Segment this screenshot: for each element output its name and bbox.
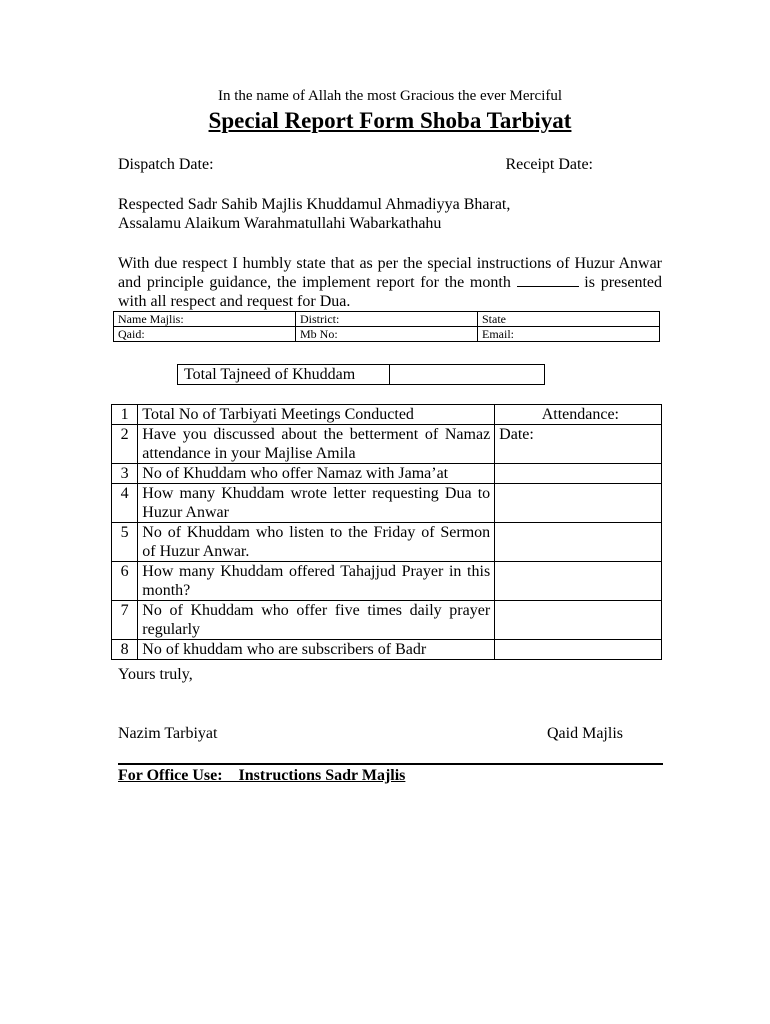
intro-text-after: is presented with all respect and request for Dua. [118, 274, 663, 310]
tajneed-value-field[interactable] [390, 364, 545, 385]
answer-cell[interactable] [495, 405, 662, 425]
table-row [112, 523, 662, 562]
answer-cell[interactable] [495, 523, 662, 562]
question-text: Have you discussed about the betterment of Namaz attendance in your Majlise Amila [138, 425, 495, 464]
nazim-tarbiyat-label: Nazim Tarbiyat [118, 725, 218, 742]
dates-row [118, 156, 593, 174]
tajneed-label: Total Tajneed of Khuddam [177, 364, 390, 385]
info-row [114, 327, 660, 342]
questions-table [111, 404, 662, 660]
question-text: No of khuddam who are subscribers of Badr [138, 640, 495, 660]
question-text: No of Khuddam who listen to the Friday of Sermon of Huzur Anwar. [138, 523, 495, 562]
greeting-line-2: Assalamu Alaikum Warahmatullahi Wabarkathahu [118, 215, 442, 232]
bismillah-line: In the name of Allah the most Gracious the ever Merciful [217, 88, 563, 104]
table-row [112, 464, 662, 484]
answer-cell[interactable] [495, 484, 662, 523]
signature-row [118, 725, 623, 743]
intro-paragraph [118, 254, 662, 311]
state-cell[interactable]: State [478, 312, 660, 327]
question-text: How many Khuddam offered Tahajjud Prayer in this month? [138, 562, 495, 601]
answer-cell[interactable] [495, 562, 662, 601]
answer-cell[interactable] [495, 425, 662, 464]
answer-cell[interactable] [495, 640, 662, 660]
dispatch-date-label: Dispatch Date: [118, 156, 214, 173]
yours-truly: Yours truly, [118, 666, 193, 683]
table-row [112, 640, 662, 660]
question-number: 5 [112, 523, 138, 562]
table-row [112, 425, 662, 464]
qaid-cell[interactable]: Qaid: [114, 327, 296, 342]
answer-cell[interactable] [495, 601, 662, 640]
question-number: 3 [112, 464, 138, 484]
attendance-label: Attendance: [541, 406, 619, 423]
table-row [112, 601, 662, 640]
office-use-heading: For Office Use: Instructions Sadr Majlis [118, 767, 406, 784]
tajneed-box [177, 364, 545, 385]
intro-text-before: With due respect I humbly state that as per the special instructions of Huzur Anwar and principle guidance, the implement report for the month [118, 255, 662, 291]
question-text: No of Khuddam who offer five times daily prayer regularly [138, 601, 495, 640]
answer-cell[interactable] [495, 464, 662, 484]
divider [118, 763, 663, 765]
question-text: No of Khuddam who offer Namaz with Jama’at [138, 464, 495, 484]
question-number: 8 [112, 640, 138, 660]
district-cell[interactable]: District: [296, 312, 478, 327]
date-label: Date: [499, 426, 534, 443]
receipt-date-label: Receipt Date: [505, 156, 593, 173]
question-number: 2 [112, 425, 138, 464]
table-row [112, 484, 662, 523]
page-title: Special Report Form Shoba Tarbiyat [208, 108, 572, 133]
month-blank-field[interactable] [517, 274, 579, 287]
greeting [118, 195, 510, 233]
table-row [112, 405, 662, 425]
question-text: Total No of Tarbiyati Meetings Conducted [138, 405, 495, 425]
info-row [114, 312, 660, 327]
greeting-line-1: Respected Sadr Sahib Majlis Khuddamul Ahmadiyya Bharat, [118, 196, 511, 213]
question-number: 6 [112, 562, 138, 601]
email-cell[interactable]: Email: [478, 327, 660, 342]
mb-no-cell[interactable]: Mb No: [296, 327, 478, 342]
qaid-majlis-label: Qaid Majlis [547, 725, 623, 742]
question-text: How many Khuddam wrote letter requesting Dua to Huzur Anwar [138, 484, 495, 523]
info-table [113, 311, 660, 342]
question-number: 7 [112, 601, 138, 640]
table-row [112, 562, 662, 601]
name-majlis-cell[interactable]: Name Majlis: [114, 312, 296, 327]
question-number: 1 [112, 405, 138, 425]
question-number: 4 [112, 484, 138, 523]
